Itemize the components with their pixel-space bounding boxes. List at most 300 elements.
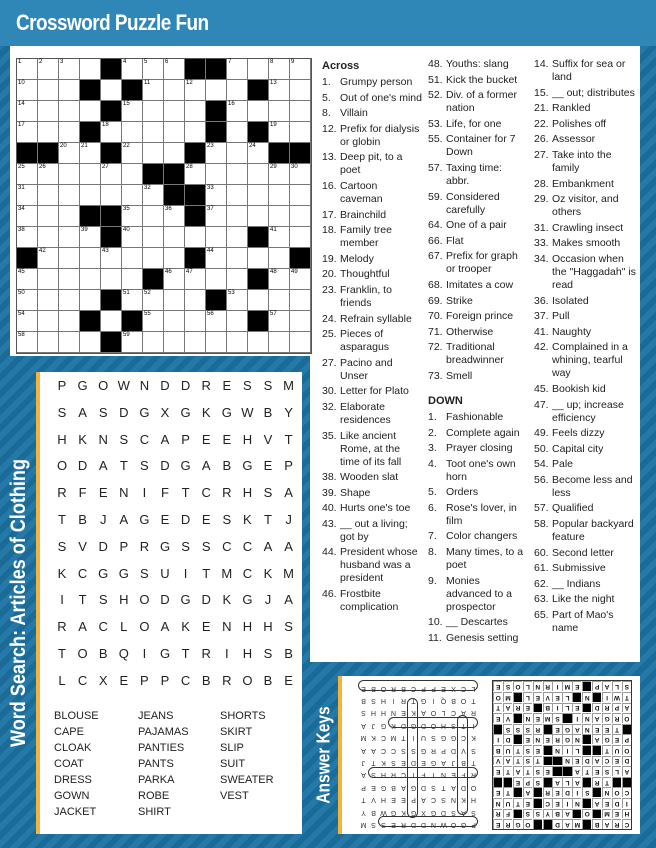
word-search-letter[interactable]: H xyxy=(242,619,253,635)
crossword-cell[interactable] xyxy=(227,227,248,248)
word-search-letter[interactable]: K xyxy=(78,431,87,447)
crossword-cell[interactable] xyxy=(269,311,290,332)
crossword-cell[interactable] xyxy=(122,59,143,80)
crossword-cell[interactable] xyxy=(122,164,143,185)
crossword-cell[interactable] xyxy=(122,206,143,227)
crossword-cell[interactable] xyxy=(206,227,227,248)
word-search-letter[interactable]: G xyxy=(221,404,232,420)
crossword-cell[interactable] xyxy=(290,185,311,206)
crossword-cell[interactable] xyxy=(143,101,164,122)
crossword-cell[interactable] xyxy=(122,332,143,353)
crossword-cell[interactable] xyxy=(59,290,80,311)
crossword-cell[interactable] xyxy=(248,143,269,164)
crossword-cell[interactable] xyxy=(248,290,269,311)
word-search-letter[interactable]: G xyxy=(98,565,109,581)
word-search-letter[interactable]: O xyxy=(139,619,150,635)
crossword-cell[interactable] xyxy=(185,122,206,143)
word-search-letter[interactable]: P xyxy=(284,458,293,474)
word-search-letter[interactable]: J xyxy=(285,512,292,527)
word-search-letter[interactable]: S xyxy=(284,619,293,635)
crossword-cell[interactable] xyxy=(122,290,143,311)
crossword-cell[interactable] xyxy=(59,143,80,164)
word-search-letter[interactable]: D xyxy=(160,592,170,608)
crossword-cell[interactable] xyxy=(59,227,80,248)
word-search-letter[interactable]: H xyxy=(263,619,273,635)
crossword-cell[interactable] xyxy=(227,206,248,227)
crossword-cell[interactable] xyxy=(269,185,290,206)
crossword-cell[interactable] xyxy=(143,122,164,143)
word-search-letter[interactable]: S xyxy=(57,538,67,554)
word-search-letter[interactable]: C xyxy=(242,565,253,581)
word-search-letter[interactable]: K xyxy=(243,512,252,527)
word-search-letter[interactable]: S xyxy=(263,646,273,661)
crossword-cell[interactable] xyxy=(269,164,290,185)
crossword-cell[interactable] xyxy=(38,101,59,122)
crossword-cell[interactable] xyxy=(269,122,290,143)
word-search-letter[interactable]: K xyxy=(201,404,211,420)
word-search-letter[interactable]: M xyxy=(283,565,295,581)
word-search-letter[interactable]: N xyxy=(119,485,129,501)
crossword-cell[interactable] xyxy=(164,80,185,101)
word-search-letter[interactable]: S xyxy=(201,538,211,554)
crossword-cell[interactable] xyxy=(164,206,185,227)
crossword-cell[interactable] xyxy=(122,227,143,248)
crossword-cell[interactable] xyxy=(38,206,59,227)
crossword-cell[interactable] xyxy=(80,164,101,185)
word-search-letter[interactable]: D xyxy=(180,512,191,527)
crossword-cell[interactable] xyxy=(101,311,122,332)
word-search-letter[interactable]: I xyxy=(60,592,64,608)
word-search-letter[interactable]: G xyxy=(139,512,150,527)
crossword-cell[interactable] xyxy=(143,143,164,164)
word-search-letter[interactable]: E xyxy=(201,431,211,447)
crossword-cell[interactable] xyxy=(17,290,38,311)
word-search-letter[interactable]: C xyxy=(77,672,88,688)
word-search-letter[interactable]: G xyxy=(159,646,171,661)
crossword-cell[interactable] xyxy=(143,248,164,269)
word-search-letter[interactable]: T xyxy=(58,646,66,661)
word-search-letter[interactable]: D xyxy=(160,458,170,474)
word-search-letter[interactable]: P xyxy=(57,378,67,393)
word-search-letter[interactable]: S xyxy=(263,378,273,393)
word-search-letter[interactable]: C xyxy=(201,485,211,501)
crossword-cell[interactable] xyxy=(269,101,290,122)
crossword-cell[interactable] xyxy=(290,269,311,290)
word-search-letter[interactable]: G xyxy=(180,404,191,420)
word-search-letter[interactable]: N xyxy=(139,378,150,393)
crossword-cell[interactable] xyxy=(17,101,38,122)
crossword-cell[interactable] xyxy=(17,206,38,227)
crossword-cell[interactable] xyxy=(185,227,206,248)
crossword-cell[interactable] xyxy=(227,290,248,311)
word-search-letter[interactable]: P xyxy=(119,538,129,554)
crossword-cell[interactable] xyxy=(248,248,269,269)
crossword-cell[interactable] xyxy=(80,248,101,269)
word-search-letter[interactable]: E xyxy=(263,458,273,474)
word-search-letter[interactable]: G xyxy=(180,592,191,608)
crossword-cell[interactable] xyxy=(164,59,185,80)
word-search-letter[interactable]: D xyxy=(201,592,211,608)
crossword-cell[interactable] xyxy=(290,332,311,353)
crossword-cell[interactable] xyxy=(80,101,101,122)
crossword-cell[interactable] xyxy=(59,206,80,227)
word-search-letter[interactable]: G xyxy=(159,538,171,554)
crossword-cell[interactable] xyxy=(59,332,80,353)
word-search-letter[interactable]: Y xyxy=(284,404,293,420)
crossword-cell[interactable] xyxy=(227,101,248,122)
crossword-cell[interactable] xyxy=(80,269,101,290)
word-search-letter[interactable]: E xyxy=(201,512,211,527)
crossword-cell[interactable] xyxy=(164,332,185,353)
crossword-cell[interactable] xyxy=(206,164,227,185)
crossword-cell[interactable] xyxy=(101,269,122,290)
crossword-cell[interactable] xyxy=(227,269,248,290)
word-search-letter[interactable]: I xyxy=(142,646,147,661)
crossword-cell[interactable] xyxy=(185,311,206,332)
word-search-letter[interactable]: G xyxy=(242,592,253,608)
crossword-cell[interactable] xyxy=(101,248,122,269)
crossword-cell[interactable] xyxy=(227,311,248,332)
word-search-letter[interactable]: K xyxy=(181,619,190,635)
word-search-letter[interactable]: G xyxy=(242,458,253,474)
crossword-cell[interactable] xyxy=(143,80,164,101)
crossword-cell[interactable] xyxy=(290,227,311,248)
word-search-letter[interactable]: A xyxy=(284,538,293,554)
crossword-cell[interactable] xyxy=(59,122,80,143)
word-search-letter[interactable]: B xyxy=(222,458,232,474)
crossword-cell[interactable] xyxy=(80,332,101,353)
crossword-cell[interactable] xyxy=(164,227,185,248)
word-search-letter[interactable]: L xyxy=(120,619,128,635)
word-search-letter[interactable]: U xyxy=(160,565,170,581)
crossword-cell[interactable] xyxy=(80,59,101,80)
word-search-letter[interactable]: O xyxy=(242,672,253,688)
word-search-letter[interactable]: C xyxy=(77,565,88,581)
word-search-letter[interactable]: F xyxy=(161,485,169,501)
crossword-cell[interactable] xyxy=(164,143,185,164)
crossword-cell[interactable] xyxy=(59,59,80,80)
word-search-letter[interactable]: T xyxy=(58,512,66,527)
word-search-letter[interactable]: A xyxy=(284,485,293,501)
crossword-cell[interactable] xyxy=(143,227,164,248)
word-search-letter[interactable]: H xyxy=(119,592,129,608)
word-search-letter[interactable]: K xyxy=(222,592,232,608)
crossword-cell[interactable] xyxy=(59,164,80,185)
word-search-letter[interactable]: K xyxy=(57,565,67,581)
word-search-letter[interactable]: C xyxy=(139,431,150,447)
word-search-letter[interactable]: E xyxy=(222,378,232,393)
crossword-cell[interactable] xyxy=(206,80,227,101)
word-search-letter[interactable]: A xyxy=(98,458,108,474)
crossword-cell[interactable] xyxy=(17,80,38,101)
word-search-letter[interactable]: S xyxy=(181,538,190,554)
word-search-letter[interactable]: I xyxy=(183,565,188,581)
word-search-letter[interactable]: B xyxy=(201,672,211,688)
word-search-letter[interactable]: T xyxy=(181,646,190,661)
word-search-letter[interactable]: T xyxy=(284,431,293,447)
crossword-cell[interactable] xyxy=(164,290,185,311)
word-search-letter[interactable]: E xyxy=(201,619,211,635)
word-search-letter[interactable]: N xyxy=(222,619,232,635)
crossword-cell[interactable] xyxy=(269,59,290,80)
crossword-cell[interactable] xyxy=(164,101,185,122)
word-search-letter[interactable]: A xyxy=(160,619,170,635)
word-search-letter[interactable]: S xyxy=(140,458,149,474)
word-search-letter[interactable]: V xyxy=(78,538,87,554)
word-search-letter[interactable]: A xyxy=(201,458,211,474)
crossword-cell[interactable] xyxy=(290,80,311,101)
word-search-letter[interactable]: B xyxy=(98,646,108,661)
crossword-cell[interactable] xyxy=(122,101,143,122)
crossword-cell[interactable] xyxy=(248,206,269,227)
word-search-letter[interactable]: D xyxy=(180,378,191,393)
crossword-cell[interactable] xyxy=(227,248,248,269)
word-search-letter[interactable]: T xyxy=(202,565,211,581)
crossword-cell[interactable] xyxy=(269,227,290,248)
word-search-letter[interactable]: H xyxy=(242,485,253,501)
crossword-cell[interactable] xyxy=(227,143,248,164)
crossword-cell[interactable] xyxy=(38,59,59,80)
crossword-cell[interactable] xyxy=(80,143,101,164)
crossword-cell[interactable] xyxy=(59,311,80,332)
word-search-letter[interactable]: Q xyxy=(118,646,129,661)
crossword-cell[interactable] xyxy=(227,59,248,80)
word-search-letter[interactable]: A xyxy=(263,538,273,554)
crossword-cell[interactable] xyxy=(290,206,311,227)
word-search-letter[interactable]: O xyxy=(56,458,68,474)
crossword-cell[interactable] xyxy=(269,332,290,353)
crossword-cell[interactable] xyxy=(59,185,80,206)
word-search-letter[interactable]: S xyxy=(98,592,108,608)
word-search-letter[interactable]: F xyxy=(78,485,87,501)
word-search-letter[interactable]: P xyxy=(181,431,190,447)
crossword-cell[interactable] xyxy=(269,248,290,269)
word-search-letter[interactable]: B xyxy=(284,646,293,661)
word-search-letter[interactable]: S xyxy=(263,485,273,501)
word-search-letter[interactable]: X xyxy=(160,404,170,420)
word-search-letter[interactable]: D xyxy=(77,458,88,474)
crossword-cell[interactable] xyxy=(101,164,122,185)
word-search-letter[interactable]: T xyxy=(181,485,190,501)
crossword-cell[interactable] xyxy=(17,185,38,206)
word-search-letter[interactable]: X xyxy=(98,672,108,688)
word-search-letter[interactable]: S xyxy=(140,565,149,581)
crossword-cell[interactable] xyxy=(38,269,59,290)
crossword-cell[interactable] xyxy=(143,290,164,311)
crossword-cell[interactable] xyxy=(122,122,143,143)
crossword-cell[interactable] xyxy=(185,80,206,101)
word-search-letter[interactable]: R xyxy=(222,485,232,501)
word-search-letter[interactable]: D xyxy=(119,404,129,420)
word-search-letter[interactable]: P xyxy=(140,672,149,688)
crossword-cell[interactable] xyxy=(290,59,311,80)
word-search-letter[interactable]: S xyxy=(243,378,252,393)
word-search-letter[interactable]: H xyxy=(242,431,253,447)
crossword-cell[interactable] xyxy=(17,332,38,353)
crossword-cell[interactable] xyxy=(164,248,185,269)
crossword-cell[interactable] xyxy=(269,269,290,290)
crossword-cell[interactable] xyxy=(38,248,59,269)
word-search-letter[interactable]: C xyxy=(222,538,232,554)
word-search-letter[interactable]: E xyxy=(98,485,108,501)
crossword-cell[interactable] xyxy=(38,164,59,185)
word-search-letter[interactable]: A xyxy=(78,404,87,420)
crossword-cell[interactable] xyxy=(122,185,143,206)
word-search-letter[interactable]: T xyxy=(264,512,272,527)
word-search-letter[interactable]: E xyxy=(284,672,293,688)
word-search-letter[interactable]: R xyxy=(57,485,67,501)
crossword-cell[interactable] xyxy=(185,332,206,353)
crossword-cell[interactable] xyxy=(290,122,311,143)
word-search-letter[interactable]: M xyxy=(283,378,295,393)
crossword-cell[interactable] xyxy=(38,227,59,248)
word-search-letter[interactable]: R xyxy=(201,378,211,393)
word-search-letter[interactable]: B xyxy=(78,512,87,527)
crossword-cell[interactable] xyxy=(80,227,101,248)
crossword-cell[interactable] xyxy=(59,248,80,269)
crossword-cell[interactable] xyxy=(269,80,290,101)
word-search-letter[interactable]: D xyxy=(160,378,170,393)
word-search-letter[interactable]: G xyxy=(139,404,150,420)
crossword-cell[interactable] xyxy=(227,122,248,143)
crossword-cell[interactable] xyxy=(143,59,164,80)
crossword-cell[interactable] xyxy=(206,269,227,290)
crossword-cell[interactable] xyxy=(59,80,80,101)
word-search-letter[interactable]: G xyxy=(77,378,88,393)
word-search-letter[interactable]: M xyxy=(221,565,233,581)
word-search-letter[interactable]: G xyxy=(180,458,191,474)
crossword-cell[interactable] xyxy=(164,269,185,290)
crossword-cell[interactable] xyxy=(59,269,80,290)
crossword-cell[interactable] xyxy=(227,164,248,185)
word-search-letter[interactable]: R xyxy=(139,538,150,554)
word-search-letter[interactable]: C xyxy=(98,619,108,635)
word-search-letter[interactable]: A xyxy=(160,431,170,447)
word-search-letter[interactable]: K xyxy=(263,565,273,581)
word-search-letter[interactable]: V xyxy=(263,431,273,447)
crossword-cell[interactable] xyxy=(143,185,164,206)
word-search-letter[interactable]: L xyxy=(58,672,66,688)
word-search-letter[interactable]: W xyxy=(241,404,254,420)
word-search-letter[interactable]: B xyxy=(263,672,273,688)
word-search-letter[interactable]: G xyxy=(118,565,129,581)
crossword-cell[interactable] xyxy=(164,311,185,332)
crossword-cell[interactable] xyxy=(248,185,269,206)
crossword-cell[interactable] xyxy=(38,80,59,101)
word-search-letter[interactable]: E xyxy=(222,431,232,447)
word-search-letter[interactable]: A xyxy=(119,512,129,527)
crossword-cell[interactable] xyxy=(17,59,38,80)
word-search-letter[interactable]: S xyxy=(119,431,129,447)
crossword-cell[interactable] xyxy=(206,206,227,227)
crossword-cell[interactable] xyxy=(248,59,269,80)
word-search-letter[interactable]: S xyxy=(57,404,67,420)
word-search-letter[interactable]: T xyxy=(78,592,87,608)
crossword-cell[interactable] xyxy=(80,185,101,206)
crossword-cell[interactable] xyxy=(206,185,227,206)
crossword-cell[interactable] xyxy=(38,332,59,353)
crossword-cell[interactable] xyxy=(101,122,122,143)
word-search-letter[interactable]: R xyxy=(57,619,67,635)
crossword-cell[interactable] xyxy=(227,80,248,101)
word-search-letter[interactable]: E xyxy=(160,512,170,527)
word-search-letter[interactable]: S xyxy=(98,404,108,420)
word-search-letter[interactable]: S xyxy=(222,512,232,527)
crossword-cell[interactable] xyxy=(101,185,122,206)
crossword-cell[interactable] xyxy=(206,143,227,164)
crossword-cell[interactable] xyxy=(122,248,143,269)
crossword-cell[interactable] xyxy=(38,290,59,311)
crossword-cell[interactable] xyxy=(185,290,206,311)
crossword-cell[interactable] xyxy=(17,164,38,185)
crossword-cell[interactable] xyxy=(248,164,269,185)
crossword-cell[interactable] xyxy=(206,248,227,269)
crossword-cell[interactable] xyxy=(122,269,143,290)
crossword-cell[interactable] xyxy=(101,80,122,101)
word-search-letter[interactable]: O xyxy=(98,378,109,393)
crossword-cell[interactable] xyxy=(290,164,311,185)
crossword-cell[interactable] xyxy=(122,143,143,164)
word-search-letter[interactable]: O xyxy=(139,592,150,608)
crossword-grid[interactable] xyxy=(16,58,312,354)
crossword-cell[interactable] xyxy=(59,101,80,122)
word-search-letter[interactable]: E xyxy=(119,672,129,688)
word-search-letter[interactable]: W xyxy=(117,378,130,393)
word-search-letter[interactable]: H xyxy=(57,431,67,447)
crossword-cell[interactable] xyxy=(80,290,101,311)
crossword-cell[interactable] xyxy=(269,206,290,227)
crossword-cell[interactable] xyxy=(143,206,164,227)
crossword-cell[interactable] xyxy=(17,311,38,332)
word-search-letter[interactable]: A xyxy=(284,592,293,608)
word-search-letter[interactable]: C xyxy=(242,538,253,554)
crossword-cell[interactable] xyxy=(248,332,269,353)
crossword-cell[interactable] xyxy=(290,101,311,122)
crossword-cell[interactable] xyxy=(206,332,227,353)
crossword-cell[interactable] xyxy=(185,101,206,122)
crossword-cell[interactable] xyxy=(164,122,185,143)
word-search-letter[interactable]: I xyxy=(224,646,229,661)
crossword-cell[interactable] xyxy=(227,185,248,206)
word-search-letter[interactable]: H xyxy=(242,646,253,661)
crossword-cell[interactable] xyxy=(38,185,59,206)
word-search-letter[interactable]: D xyxy=(98,538,108,554)
word-search-letter[interactable]: O xyxy=(77,646,88,661)
crossword-cell[interactable] xyxy=(290,290,311,311)
word-search-letter[interactable]: B xyxy=(263,404,273,420)
crossword-cell[interactable] xyxy=(290,311,311,332)
crossword-cell[interactable] xyxy=(17,269,38,290)
crossword-cell[interactable] xyxy=(269,290,290,311)
crossword-cell[interactable] xyxy=(17,227,38,248)
word-search-letter[interactable]: P xyxy=(160,672,170,688)
word-search-letter[interactable]: I xyxy=(142,485,147,501)
word-search-letter[interactable]: C xyxy=(180,672,191,688)
word-search-letter[interactable]: R xyxy=(201,646,211,661)
crossword-cell[interactable] xyxy=(17,122,38,143)
crossword-cell[interactable] xyxy=(143,332,164,353)
crossword-cell[interactable] xyxy=(185,164,206,185)
crossword-cell[interactable] xyxy=(143,311,164,332)
crossword-cell[interactable] xyxy=(206,311,227,332)
word-search-letter[interactable]: R xyxy=(222,672,232,688)
crossword-cell[interactable] xyxy=(38,311,59,332)
crossword-cell[interactable] xyxy=(185,269,206,290)
word-search-letter[interactable]: A xyxy=(78,619,87,635)
crossword-cell[interactable] xyxy=(248,101,269,122)
word-search-letter[interactable]: J xyxy=(264,592,272,608)
crossword-cell[interactable] xyxy=(227,332,248,353)
